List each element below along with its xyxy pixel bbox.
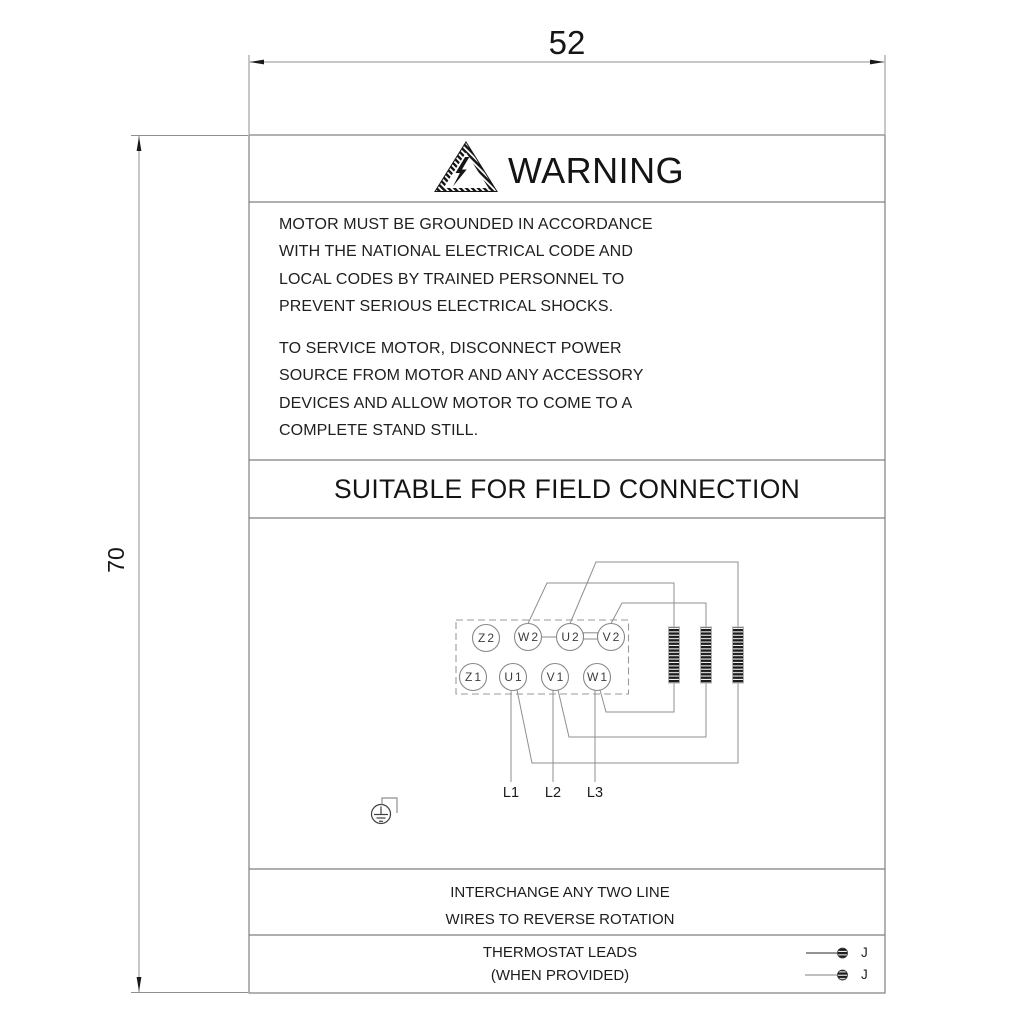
paragraph-line: LOCAL CODES BY TRAINED PERSONNEL TO <box>279 270 625 288</box>
terminal-label-u1: U1 <box>504 670 524 684</box>
lead-label-j1: J <box>861 945 868 960</box>
rotation-note <box>249 880 871 933</box>
line-label-l1: L1 <box>502 785 520 801</box>
wire-v1-winding2 <box>558 683 706 737</box>
high-voltage-warning-triangle-icon <box>435 142 497 192</box>
winding-coil-2 <box>701 627 712 683</box>
height-dimension-lines <box>131 136 248 993</box>
line-label-l2: L2 <box>544 785 562 801</box>
paragraph-line: DEVICES AND ALLOW MOTOR TO COME TO A <box>279 394 633 412</box>
height-dimension-value: 70 <box>103 547 129 573</box>
terminal-label-v2: V2 <box>602 630 622 644</box>
grounding-warning-paragraph <box>279 211 653 321</box>
wire-u1-winding3 <box>517 683 738 763</box>
wire-u2-winding3 <box>570 562 738 627</box>
thermostat-note-line: THERMOSTAT LEADS <box>482 944 638 961</box>
arrowhead-down <box>137 977 142 992</box>
terminal-label-v1: V1 <box>546 670 566 684</box>
rotation-note-line: INTERCHANGE ANY TWO LINE <box>450 884 670 901</box>
wire-v2-winding2 <box>611 603 706 627</box>
arrowhead-left <box>250 60 265 65</box>
winding-coil-3 <box>733 627 744 683</box>
terminal-label-w1: W1 <box>587 670 609 684</box>
width-dimension-value: 52 <box>548 24 586 61</box>
paragraph-line: WITH THE NATIONAL ELECTRICAL CODE AND <box>279 243 633 261</box>
rotation-note-line: WIRES TO REVERSE ROTATION <box>445 910 675 928</box>
terminal-label-z2: Z2 <box>477 631 496 645</box>
width-dimension-lines <box>249 55 885 134</box>
paragraph-line: TO SERVICE MOTOR, DISCONNECT POWER <box>279 340 622 357</box>
warning-title: WARNING <box>508 150 685 191</box>
field-connection-title: SUITABLE FOR FIELD CONNECTION <box>333 473 801 504</box>
ground-icon <box>372 798 398 824</box>
terminal-label-u2: U2 <box>561 630 581 644</box>
paragraph-line: COMPLETE STAND STILL. <box>279 422 479 440</box>
wire-w1-winding1 <box>600 683 674 712</box>
lead-label-j2: J <box>861 967 868 982</box>
terminal-label-w2: W2 <box>518 630 540 644</box>
line-label-l3: L3 <box>586 785 604 801</box>
paragraph-line: PREVENT SERIOUS ELECTRICAL SHOCKS. <box>279 298 614 316</box>
terminal-label-z1: Z1 <box>464 670 483 684</box>
motor-winding-coils <box>669 627 744 683</box>
paragraph-line: SOURCE FROM MOTOR AND ANY ACCESSORY <box>279 367 644 385</box>
thermostat-note-line: (WHEN PROVIDED) <box>490 967 630 984</box>
paragraph-line: MOTOR MUST BE GROUNDED IN ACCORDANCE <box>279 216 653 233</box>
arrowhead-up <box>137 137 142 152</box>
thermostat-note <box>249 941 871 987</box>
winding-coil-1 <box>669 627 680 683</box>
arrowhead-right <box>870 60 885 65</box>
service-warning-paragraph <box>279 335 643 445</box>
